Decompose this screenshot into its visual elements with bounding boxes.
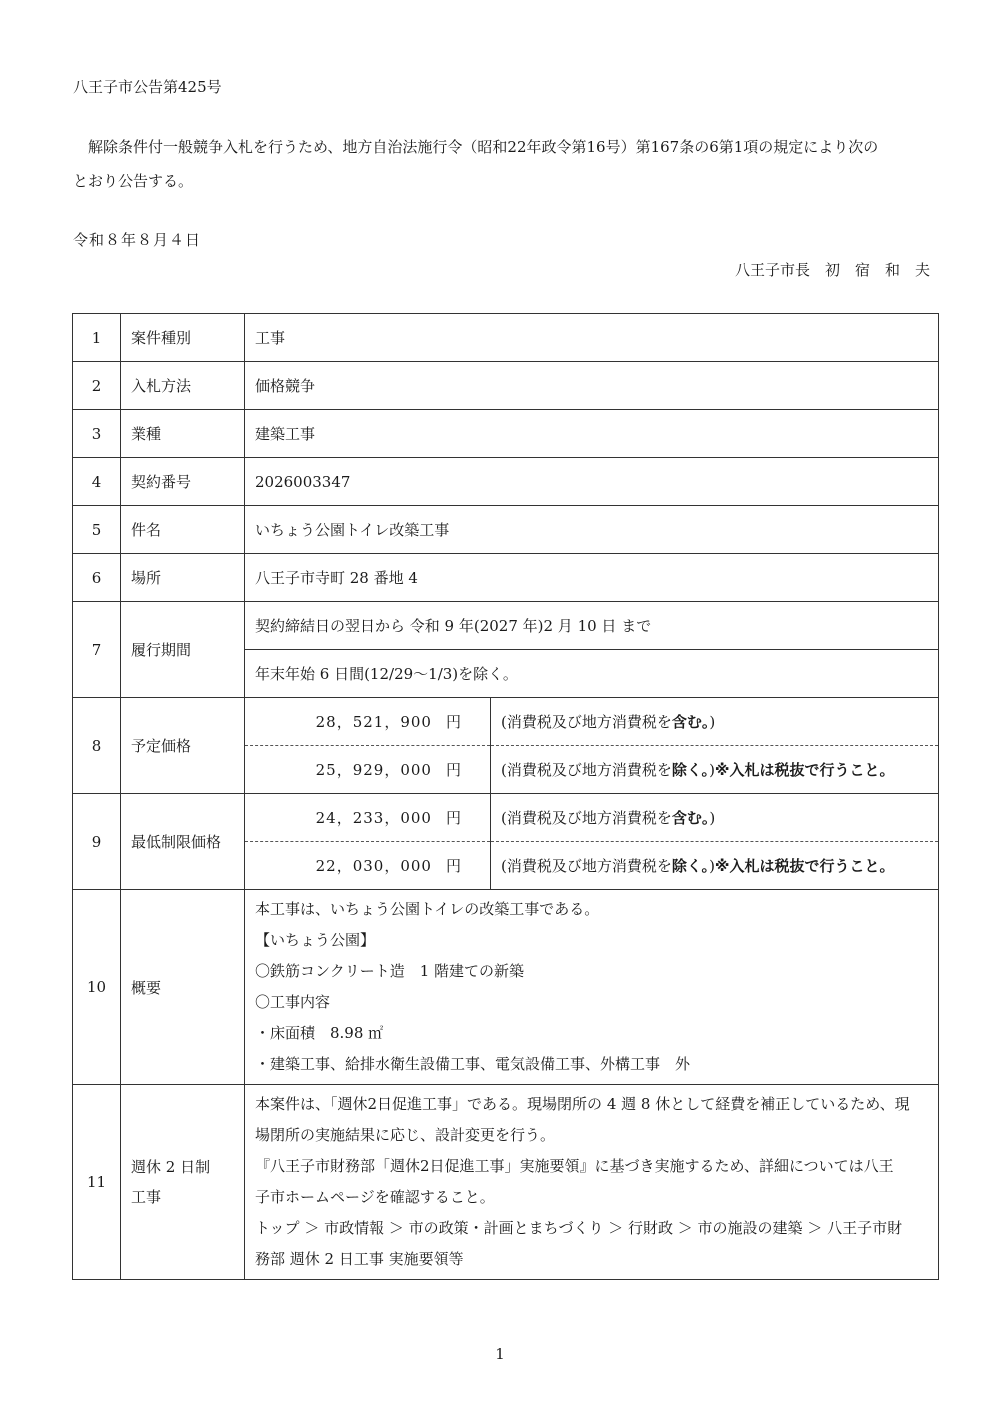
note-bold: ※入札は税抜で行うこと。 xyxy=(714,857,895,875)
breadcrumb-path: トップ ＞ 市政情報 ＞ 市の政策・計画とまちづくり ＞ 行財政 ＞ 市の施設の建築 ＞ 八王子市財 xyxy=(255,1219,903,1237)
content-line: 場閉所の実施結果に応じ、設計変更を行う。 xyxy=(255,1126,556,1144)
note-text: (消費税及び地方消費税を xyxy=(501,809,672,827)
row-value: 工事 xyxy=(245,314,939,362)
row-value: 価格競争 xyxy=(245,362,939,410)
row-number: 4 xyxy=(73,458,121,506)
overview-line: ・建築工事、給排水衛生設備工事、電気設備工事、外構工事 外 xyxy=(255,1055,691,1073)
row-label: 予定価格 xyxy=(121,698,245,794)
row-number: 6 xyxy=(73,554,121,602)
row-number: 3 xyxy=(73,410,121,458)
note-bold: ※入札は税抜で行うこと。 xyxy=(714,761,895,779)
overview-line: ・床面積 8.98 ㎡ xyxy=(255,1024,384,1042)
project-name: いちょう公園トイレ改築工事 xyxy=(245,506,939,554)
row-number: 7 xyxy=(73,602,121,698)
min-price-excl-tax xyxy=(245,842,491,890)
row-label: 業種 xyxy=(121,410,245,458)
yen-unit: 円 xyxy=(445,761,462,779)
page-number: 1 xyxy=(495,1345,505,1363)
row-number: 10 xyxy=(73,890,121,1085)
contract-number: 2026003347 xyxy=(245,458,939,506)
row-number: 8 xyxy=(73,698,121,794)
price-value: 25，929，000 xyxy=(315,761,432,779)
table-row xyxy=(73,1085,939,1280)
note-bold: 除く。 xyxy=(671,761,710,779)
table-row xyxy=(73,506,939,554)
table-row xyxy=(73,602,939,650)
overview-line: 〇鉄筋コンクリート造 1 階建ての新築 xyxy=(255,962,525,980)
row-label: 場所 xyxy=(121,554,245,602)
row-label: 件名 xyxy=(121,506,245,554)
note-text: (消費税及び地方消費税を xyxy=(501,713,672,731)
note-bold: 含む。 xyxy=(671,713,710,731)
note-text: ) xyxy=(709,713,716,731)
tax-note xyxy=(491,698,939,746)
label-line: 工事 xyxy=(131,1188,162,1206)
row-label: 履行期間 xyxy=(121,602,245,698)
row-label: 入札方法 xyxy=(121,362,245,410)
period-exclusion: 年末年始 6 日間(12/29～1/3)を除く。 xyxy=(245,650,939,698)
label-line: 週休 2 日制 xyxy=(131,1158,211,1176)
notice-date: 令和８年８月４日 xyxy=(73,231,202,249)
planned-price-excl-tax xyxy=(245,746,491,794)
table-row xyxy=(73,890,939,1085)
price-value: 22，030，000 xyxy=(315,857,432,875)
project-location: 八王子市寺町 28 番地 4 xyxy=(245,554,939,602)
price-value: 28，521，900 xyxy=(315,713,432,731)
intro-text-line1: 解除条件付一般競争入札を行うため、地方自治法施行令（昭和22年政令第16号）第167条の6第1項の規定により次の xyxy=(73,138,879,156)
row-label: 案件種別 xyxy=(121,314,245,362)
breadcrumb-path: 務部 週休 2 日工事 実施要領等 xyxy=(255,1250,464,1268)
row-number: 11 xyxy=(73,1085,121,1280)
row-label: 概要 xyxy=(121,890,245,1085)
planned-price-incl-tax xyxy=(245,698,491,746)
overview-line: 〇工事内容 xyxy=(255,993,331,1011)
table-row xyxy=(73,410,939,458)
notice-number: 八王子市公告第425号 xyxy=(73,78,222,96)
table-row xyxy=(73,458,939,506)
table-row xyxy=(73,698,939,746)
mayor-name: 八王子市長 初 宿 和 夫 xyxy=(734,261,930,279)
row-label xyxy=(121,1085,245,1280)
tax-note xyxy=(491,842,939,890)
row-number: 5 xyxy=(73,506,121,554)
content-line: 『八王子市財務部「週休2日促進工事」実施要領』に基づき実施するため、詳細については八王 xyxy=(255,1157,894,1175)
content-line: 本案件は、「週休2日促進工事」である。現場閉所の 4 週 8 休として経費を補正しているため、現 xyxy=(255,1095,910,1113)
note-text: ) xyxy=(709,809,716,827)
min-price-incl-tax xyxy=(245,794,491,842)
row-label: 最低制限価格 xyxy=(121,794,245,890)
row-number: 2 xyxy=(73,362,121,410)
overview-line: 【いちょう公園】 xyxy=(255,931,376,949)
yen-unit: 円 xyxy=(445,857,462,875)
tax-note xyxy=(491,794,939,842)
note-text: ) xyxy=(709,857,715,875)
overview-line: 本工事は、いちょう公園トイレの改築工事である。 xyxy=(255,900,600,918)
tax-note xyxy=(491,746,939,794)
yen-unit: 円 xyxy=(445,713,462,731)
note-bold: 除く。 xyxy=(671,857,710,875)
note-text: (消費税及び地方消費税を xyxy=(501,761,672,779)
overview-content xyxy=(245,890,939,1085)
note-text: ) xyxy=(709,761,715,779)
row-label: 契約番号 xyxy=(121,458,245,506)
five-day-week-content xyxy=(245,1085,939,1280)
intro-text-line2: とおり公告する。 xyxy=(73,172,194,190)
tender-details-table xyxy=(72,313,939,1280)
note-bold: 含む。 xyxy=(671,809,710,827)
row-value: 建築工事 xyxy=(245,410,939,458)
row-number: 1 xyxy=(73,314,121,362)
table-row xyxy=(73,794,939,842)
table-row xyxy=(73,554,939,602)
note-text: (消費税及び地方消費税を xyxy=(501,857,672,875)
period-value: 契約締結日の翌日から 令和 9 年(2027 年)2 月 10 日 まで xyxy=(245,602,939,650)
row-number: 9 xyxy=(73,794,121,890)
table-row xyxy=(73,314,939,362)
yen-unit: 円 xyxy=(445,809,462,827)
price-value: 24，233，000 xyxy=(315,809,432,827)
content-line: 子市ホームページを確認すること。 xyxy=(255,1188,495,1206)
table-row xyxy=(73,362,939,410)
